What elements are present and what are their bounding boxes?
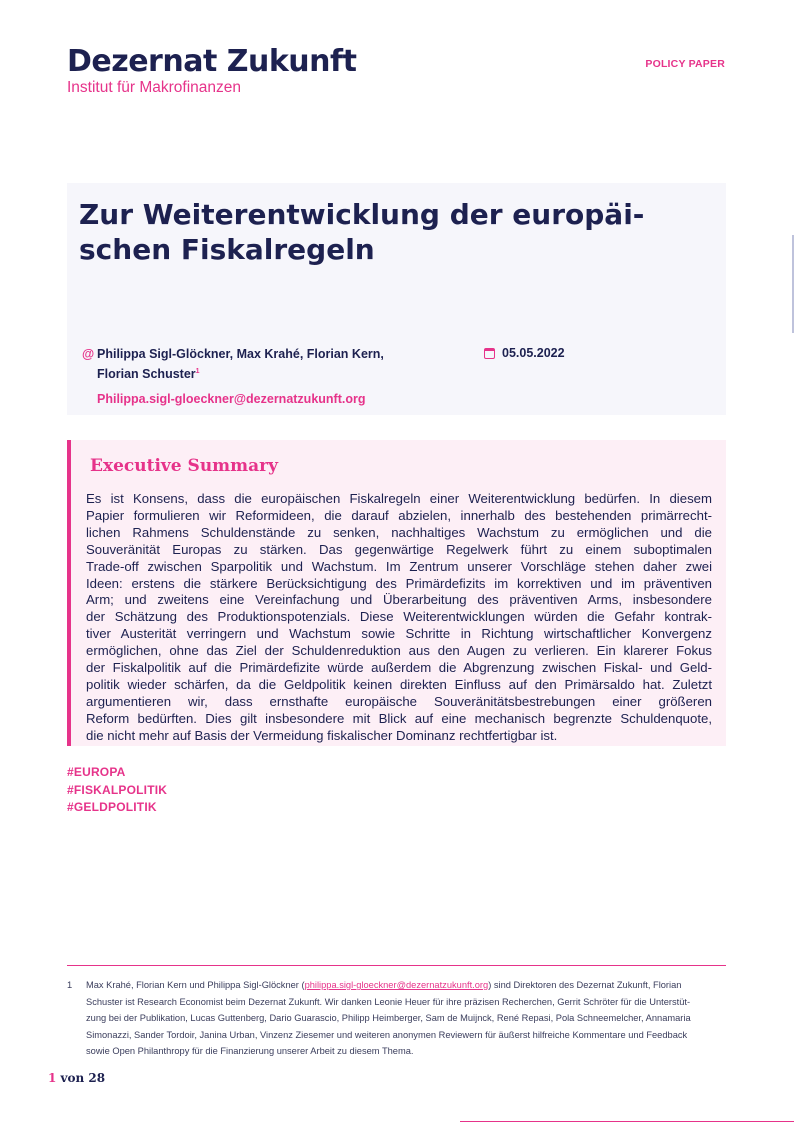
authors: [82, 346, 384, 408]
paper-title: [79, 197, 719, 267]
footnote-email-link[interactable]: philippa.sigl-gloeckner@dezernatzukunft.org: [304, 980, 489, 990]
footnote-line: Simonazzi, Sander Tordoir, Janina Urban, Vinzenz Ziesemer und weiteren anonymen Reviewern für äußerst hilfreiche Kommentare und Feedback: [86, 1029, 688, 1040]
footnote-line: [86, 977, 726, 994]
footnote-line: sowie Open Philanthropy für die Finanzierung unserer Arbeit zu diesem Thema.: [86, 1046, 414, 1056]
calendar-icon: [484, 348, 495, 359]
author-line-text: Florian Schuster: [97, 367, 196, 382]
summary-line: ermöglichen, ohne das Ziel der Schuldenreduktion aus den Augen zu verlieren. Ein klarerer Fokus: [86, 643, 712, 659]
summary-line: argumentieren wir, dass ernsthafte europäische Souveränitätsbestrebungen einer größeren: [86, 693, 712, 709]
summary-line: Arm; und zweitens eine Vereinfachung und Überarbeitung des präventiven Arms, insbesondere: [86, 592, 712, 608]
summary-line: Papier formulieren wir Reformideen, die darauf abzielen, innerhalb des bestehenden primärrecht-: [86, 507, 712, 523]
hashtag[interactable]: #FISKALPOLITIK: [67, 782, 168, 797]
summary-line: Trade-off zwischen Sparpolitik und Wachstum. Im Zentrum unserer Vorschläge stehen daher zwei: [86, 558, 712, 574]
at-icon: @: [82, 347, 95, 361]
hashtag[interactable]: #EUROPA: [67, 765, 126, 779]
paper-title-line: Zur Weiterentwicklung der europäi-: [79, 198, 645, 231]
doc-type-label: POLICY PAPER: [645, 58, 725, 70]
title-block: [67, 183, 726, 415]
logo-subtitle: Institut für Makrofinanzen: [67, 79, 242, 96]
author-line: [97, 363, 384, 383]
executive-summary: [67, 440, 726, 746]
page-total: von 28: [60, 1071, 106, 1085]
paper-title-line: schen Fiskalregeln: [79, 233, 375, 266]
author-names: [82, 346, 384, 383]
summary-line: Souveränität Europas zu stärken. Das gegenwärtige Regelwerk führt zu einem suboptimalen: [86, 541, 712, 557]
author-line: Philippa Sigl-Glöckner, Max Krahé, Florian Kern,: [97, 347, 384, 361]
summary-line: tiver Austerität verringern und Wachstum sowie Schritte in Richtung wirtschaftlicher Konvergenz: [86, 626, 712, 642]
footnote-line: zung bei der Publikation, Lucas Guttenberg, Dario Guarascio, Philipp Heimberger, Sam de Muijnck, René Repasi, Pola Schneemelcher, Annamaria: [86, 1013, 691, 1023]
footnote-divider: [67, 965, 726, 966]
logo: [67, 44, 356, 97]
footnote-ref[interactable]: 1: [195, 368, 200, 375]
footnote-line: Schuster ist Research Economist beim Dezernat Zukunft. Wir danken Leonie Heuer für ihre präzisen Recherchen, Gerrit Schröter für die Unterstüt-: [86, 996, 691, 1007]
footnote-number: 1: [67, 980, 73, 990]
footnote-text-after: ) sind Direktoren des Dezernat Zukunft, Florian: [488, 980, 682, 990]
author-email[interactable]: Philippa.sigl-gloeckner@dezernatzukunft.org: [97, 392, 366, 407]
summary-line: die nicht mehr auf Basis der Vermeidung fiskalischer Dominanz rechtfertigbar ist.: [86, 727, 558, 743]
summary-line: Es ist Konsens, dass die europäischen Fiskalregeln einer Weiterentwicklung bedürfen. In diesem: [86, 491, 712, 506]
summary-line: lichen Rahmens Schuldenstände zu senken, nachhaltiges Wachstum zu ermöglichen und die: [86, 524, 712, 540]
footnote-text-before: Max Krahé, Florian Kern und Philippa Sigl-Glöckner (: [86, 980, 305, 990]
date-text: 05.05.2022: [502, 346, 565, 360]
summary-line: der Fiskalpolitik auf die Primärdefizite würde außerdem die Abgrenzung zwischen Fiskal- und Geld-: [86, 660, 712, 676]
logo-title: Dezernat Zukunft: [67, 44, 357, 79]
summary-line: Ideen: erstens die stärkere Berücksichtigung des Primärdefizits im korrektiven und im präventiven: [86, 575, 712, 591]
footnote-text: [67, 977, 726, 1060]
footnote: [67, 977, 726, 1060]
current-page: 1: [48, 1071, 57, 1085]
summary-heading: Executive Summary: [90, 456, 279, 476]
summary-line: politik wieder schärfen, da die Geldpolitik keinen direkten Einfluss auf den Primärsaldo hat. Zuletzt: [86, 676, 712, 692]
page-number: [48, 1071, 105, 1085]
summary-body: [86, 491, 712, 745]
summary-line: Reform bedürften. Dies gilt insbesondere mit Blick auf eine mechanisch begrenzte Schuldenquote,: [86, 710, 712, 726]
hashtag[interactable]: #GELDPOLITIK: [67, 800, 157, 814]
summary-line: der Schätzung des Produktionspotenzials. Diese Weiterentwicklungen würden die Gefahr kontrak-: [86, 609, 712, 625]
hashtags: [67, 764, 167, 817]
bottom-divider: [460, 1121, 794, 1122]
publication-date: [484, 346, 565, 360]
